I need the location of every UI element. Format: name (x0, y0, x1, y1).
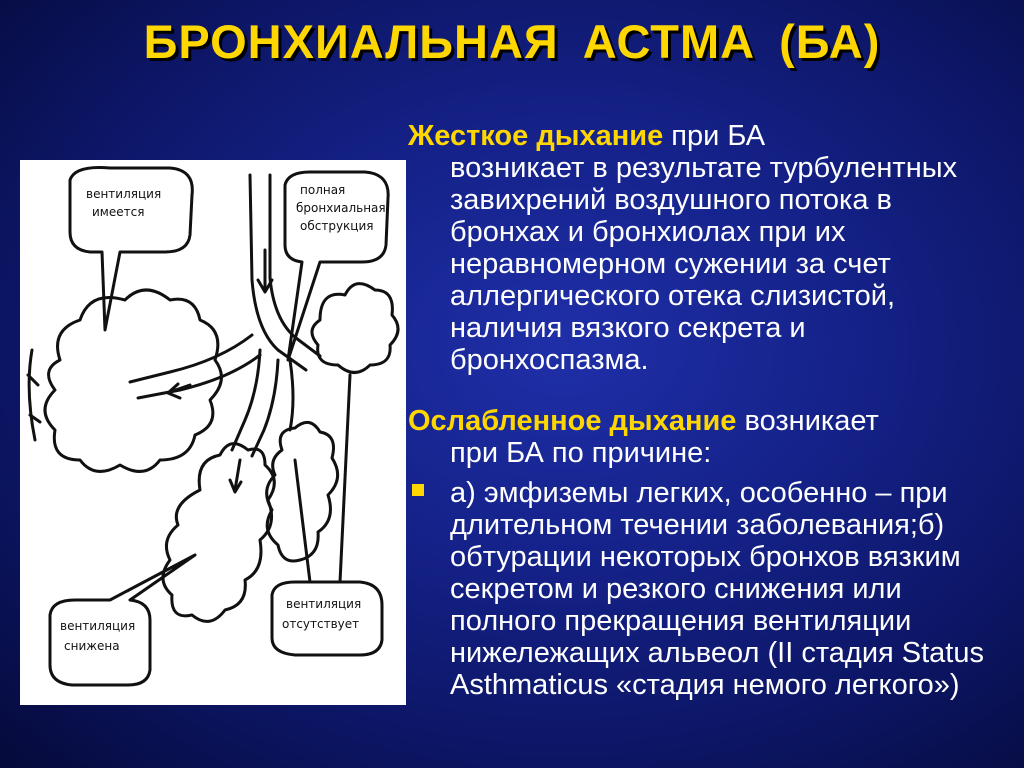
figure-label-bottom-right-line2: отсутствует (282, 617, 360, 631)
bullet-item (408, 477, 1008, 701)
term-hard-breathing: Жесткое дыхание (408, 120, 664, 152)
term-weakened-breathing: Ослабленное дыхание (408, 405, 737, 437)
figure-label-bottom-right-line1: вентиляция (286, 597, 362, 611)
bronchus-right-down (290, 360, 293, 430)
paragraph-hard-breathing-first-line: при БА (663, 120, 766, 152)
figure-label-top-right-line2: бронхиальная (296, 201, 386, 215)
slide-title: БРОНХИАЛЬНАЯ АСТМА (БА) (143, 15, 881, 68)
paragraph-weakened-breathing-body: при БА по причине: (450, 437, 712, 469)
paragraph-weakened-breathing (408, 405, 1008, 469)
alveoli-right-upper (312, 284, 398, 373)
bronchus-down-branch-inner (252, 360, 278, 456)
bronchial-diagram-svg (20, 160, 406, 705)
figure-label-bottom-left-line1: вентиляция (60, 619, 136, 633)
paragraph-weakened-breathing-first-line: возникает (736, 405, 879, 437)
alveoli-lower-middle (163, 444, 274, 622)
square-bullet-icon (412, 484, 424, 496)
figure-label-top-left-line1: вентиляция (86, 187, 162, 201)
bullet-item-text: а) эмфиземы легких, особенно – при длительном течении заболевания;б) обтурации некоторых бронхов вязким секретом и резкого снижения или полного прекращения вентиляции нижележащих альвеол (II стадия Status Asthmaticus «стадия немого легкого») (450, 477, 984, 701)
paragraph-hard-breathing-body: возникает в результате турбулентных завихрений воздушного потока в бронхах и бронхиолах при их неравномерном сужении за счет аллергического отека слизистой, наличия вязкого секрета и бронхоспазма. (450, 152, 958, 376)
paragraph-hard-breathing (408, 120, 1008, 152)
figure-label-top-right-line1: полная (300, 183, 346, 197)
figure-label-top-left-line2: имеется (92, 205, 145, 219)
figure-label-top-right-line3: обструкция (300, 219, 374, 233)
bronchial-diagram (20, 160, 406, 705)
bronchus-left-branch (130, 335, 252, 382)
alveoli-lower-right (267, 422, 338, 561)
figure-label-bottom-left-line2: снижена (64, 639, 120, 653)
slide-body (408, 120, 1008, 701)
